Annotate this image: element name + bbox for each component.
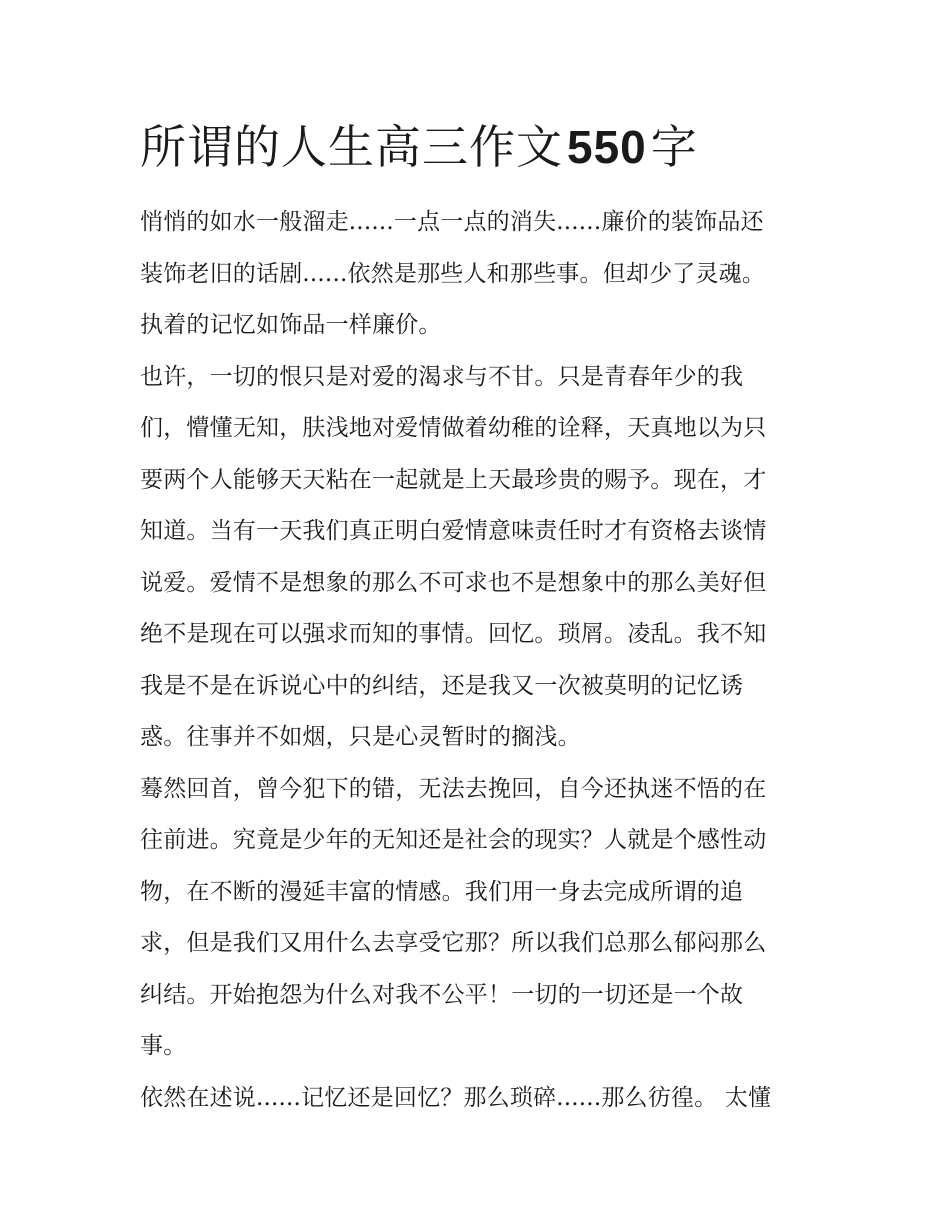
title-prefix: 所谓的人生高三作文 [140,120,563,174]
document-title [140,114,698,180]
text-line: 绝不是现在可以强求而知的事情。回忆。琐屑。凌乱。我不知 [140,621,767,647]
text-line: 执着的记忆如饰品一样廉价。 [140,312,442,338]
document-body [140,197,830,1124]
text-line: 依然在述说......记忆还是回忆？那么琐碎......那么彷徨。 太懂 [140,1084,772,1111]
title-number: 550 [567,121,647,173]
text-line: 们，懵懂无知，肤浅地对爱情做着幼稚的诠释，天真地以为只 [140,415,767,441]
text-line: 也许，一切的恨只是对爱的渴求与不甘。只是青春年少的我 [140,363,744,390]
text-line: 纠结。开始抱怨为什么对我不公平！一切的一切还是一个故 [140,981,744,1008]
text-line: 装饰老旧的话剧......依然是那些人和那些事。但却少了灵魂。 [140,260,766,287]
text-line: 求，但是我们又用什么去享受它那？所以我们总那么郁闷那么 [140,930,767,956]
text-line: 我是不是在诉说心中的纠结，还是我又一次被莫明的记忆诱 [140,672,744,699]
text-line: 往前进。究竟是少年的无知还是社会的现实？人就是个感性动 [140,827,767,853]
text-line: 物，在不断的漫延丰富的情感。我们用一身去完成所谓的追 [140,878,744,905]
text-line: 说爱。爱情不是想象的那么不可求也不是想象中的那么美好但 [140,569,767,596]
text-line: 知道。当有一天我们真正明白爱情意味责任时才有资格去谈情 [140,518,767,544]
text-line: 要两个人能够天天粘在一起就是上天最珍贵的赐予。现在，才 [140,466,767,493]
text-line: 蓦然回首，曾今犯下的错，无法去挽回，自今还执迷不悟的在 [140,775,767,802]
text-line: 悄悄的如水一般溜走......一点一点的消失......廉价的装饰品还 [140,209,764,235]
text-line: 惑。往事并不如烟，只是心灵暂时的搁浅。 [140,724,581,750]
title-suffix: 字 [650,120,698,174]
text-line: 事。 [140,1033,187,1059]
